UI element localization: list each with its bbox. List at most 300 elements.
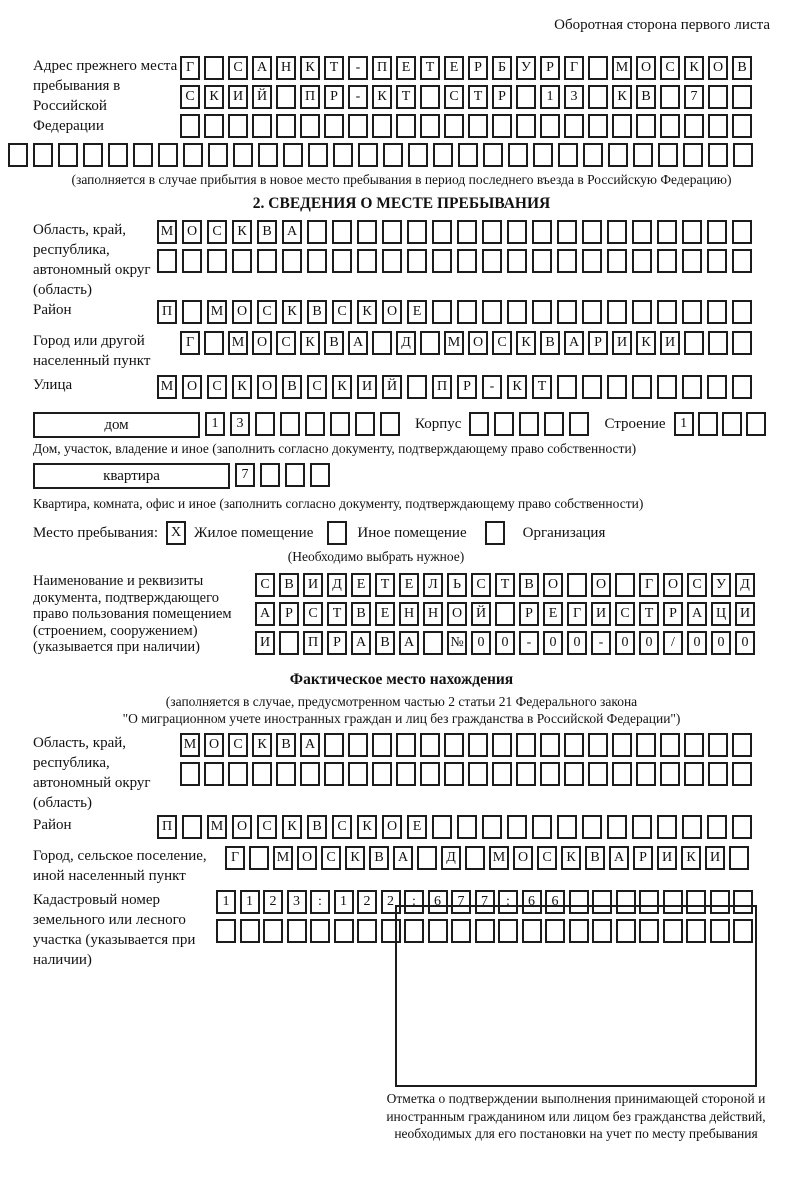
char-cell[interactable]: О bbox=[468, 331, 488, 355]
char-cell[interactable]: Т bbox=[324, 56, 344, 80]
char-cell[interactable]: Л bbox=[423, 573, 443, 597]
char-cell[interactable]: Е bbox=[399, 573, 419, 597]
checkbox-residential[interactable]: X bbox=[166, 521, 186, 545]
char-cell[interactable] bbox=[657, 815, 677, 839]
char-cell[interactable] bbox=[310, 919, 330, 943]
char-cell[interactable]: О bbox=[591, 573, 611, 597]
char-cell[interactable] bbox=[157, 249, 177, 273]
char-cell[interactable]: М bbox=[180, 733, 200, 757]
char-cell[interactable]: В bbox=[257, 220, 277, 244]
char-cell[interactable] bbox=[324, 733, 344, 757]
char-cell[interactable] bbox=[557, 300, 577, 324]
char-cell[interactable]: С bbox=[444, 85, 464, 109]
char-cell[interactable]: Б bbox=[492, 56, 512, 80]
char-cell[interactable]: Р bbox=[588, 331, 608, 355]
char-cell[interactable] bbox=[657, 249, 677, 273]
char-cell[interactable] bbox=[507, 815, 527, 839]
char-cell[interactable]: А bbox=[564, 331, 584, 355]
char-cell[interactable] bbox=[310, 463, 330, 487]
char-cell[interactable]: А bbox=[393, 846, 413, 870]
char-cell[interactable] bbox=[607, 249, 627, 273]
char-cell[interactable]: В bbox=[636, 85, 656, 109]
char-cell[interactable]: М bbox=[273, 846, 293, 870]
char-cell[interactable] bbox=[257, 249, 277, 273]
char-cell[interactable] bbox=[632, 249, 652, 273]
char-cell[interactable]: Е bbox=[444, 56, 464, 80]
char-cell[interactable] bbox=[432, 220, 452, 244]
grid-row-document-2[interactable] bbox=[255, 602, 759, 626]
char-cell[interactable]: Д bbox=[441, 846, 461, 870]
char-cell[interactable]: И bbox=[735, 602, 755, 626]
char-cell[interactable] bbox=[732, 220, 752, 244]
grid-row-prev-address-4[interactable] bbox=[8, 143, 770, 167]
char-cell[interactable] bbox=[636, 762, 656, 786]
char-cell[interactable]: 7 bbox=[451, 890, 471, 914]
char-cell[interactable] bbox=[608, 143, 628, 167]
char-cell[interactable] bbox=[507, 249, 527, 273]
char-cell[interactable]: С bbox=[332, 815, 352, 839]
char-cell[interactable]: Е bbox=[407, 815, 427, 839]
char-cell[interactable] bbox=[482, 249, 502, 273]
grid-row-prev-address-3[interactable] bbox=[180, 114, 756, 138]
char-cell[interactable] bbox=[732, 114, 752, 138]
char-cell[interactable] bbox=[557, 249, 577, 273]
char-cell[interactable]: Й bbox=[471, 602, 491, 626]
grid-row-fact-region-1[interactable] bbox=[180, 733, 756, 757]
char-cell[interactable] bbox=[633, 143, 653, 167]
char-cell[interactable]: И bbox=[612, 331, 632, 355]
char-cell[interactable] bbox=[468, 114, 488, 138]
char-cell[interactable] bbox=[357, 249, 377, 273]
char-cell[interactable] bbox=[582, 249, 602, 273]
char-cell[interactable] bbox=[607, 375, 627, 399]
char-cell[interactable] bbox=[332, 220, 352, 244]
char-cell[interactable]: М bbox=[157, 375, 177, 399]
char-cell[interactable]: О bbox=[232, 815, 252, 839]
char-cell[interactable] bbox=[532, 249, 552, 273]
char-cell[interactable] bbox=[492, 114, 512, 138]
char-cell[interactable] bbox=[508, 143, 528, 167]
char-cell[interactable]: С bbox=[303, 602, 323, 626]
grid-row-district[interactable] bbox=[157, 300, 757, 324]
char-cell[interactable]: Г bbox=[639, 573, 659, 597]
char-cell[interactable] bbox=[615, 573, 635, 597]
char-cell[interactable]: О bbox=[543, 573, 563, 597]
char-cell[interactable]: Д bbox=[396, 331, 416, 355]
char-cell[interactable] bbox=[660, 762, 680, 786]
char-cell[interactable]: Т bbox=[327, 602, 347, 626]
char-cell[interactable]: А bbox=[687, 602, 707, 626]
char-cell[interactable]: О bbox=[257, 375, 277, 399]
char-cell[interactable] bbox=[482, 815, 502, 839]
char-cell[interactable] bbox=[582, 375, 602, 399]
char-cell[interactable] bbox=[495, 602, 515, 626]
char-cell[interactable]: С bbox=[180, 85, 200, 109]
char-cell[interactable] bbox=[457, 300, 477, 324]
apartment-type-box[interactable]: квартира bbox=[33, 463, 230, 489]
char-cell[interactable]: К bbox=[282, 815, 302, 839]
char-cell[interactable]: И bbox=[357, 375, 377, 399]
char-cell[interactable]: К bbox=[372, 85, 392, 109]
char-cell[interactable] bbox=[588, 114, 608, 138]
char-cell[interactable] bbox=[457, 220, 477, 244]
char-cell[interactable]: : bbox=[498, 890, 518, 914]
char-cell[interactable] bbox=[683, 143, 703, 167]
char-cell[interactable] bbox=[300, 762, 320, 786]
char-cell[interactable]: К bbox=[232, 375, 252, 399]
char-cell[interactable] bbox=[507, 220, 527, 244]
char-cell[interactable]: М bbox=[444, 331, 464, 355]
char-cell[interactable]: П bbox=[300, 85, 320, 109]
char-cell[interactable]: Р bbox=[324, 85, 344, 109]
char-cell[interactable]: : bbox=[310, 890, 330, 914]
char-cell[interactable]: А bbox=[300, 733, 320, 757]
char-cell[interactable]: 0 bbox=[543, 631, 563, 655]
char-cell[interactable]: С bbox=[660, 56, 680, 80]
char-cell[interactable] bbox=[433, 143, 453, 167]
char-cell[interactable]: Т bbox=[495, 573, 515, 597]
char-cell[interactable] bbox=[708, 143, 728, 167]
char-cell[interactable] bbox=[255, 412, 275, 436]
char-cell[interactable] bbox=[83, 143, 103, 167]
char-cell[interactable]: У bbox=[516, 56, 536, 80]
char-cell[interactable]: М bbox=[228, 331, 248, 355]
char-cell[interactable] bbox=[372, 762, 392, 786]
char-cell[interactable] bbox=[396, 733, 416, 757]
char-cell[interactable] bbox=[382, 249, 402, 273]
char-cell[interactable] bbox=[494, 412, 514, 436]
char-cell[interactable]: К bbox=[636, 331, 656, 355]
char-cell[interactable]: В bbox=[369, 846, 389, 870]
char-cell[interactable] bbox=[300, 114, 320, 138]
char-cell[interactable] bbox=[133, 143, 153, 167]
char-cell[interactable] bbox=[396, 114, 416, 138]
char-cell[interactable]: Р bbox=[519, 602, 539, 626]
char-cell[interactable] bbox=[208, 143, 228, 167]
char-cell[interactable] bbox=[407, 249, 427, 273]
char-cell[interactable] bbox=[382, 220, 402, 244]
char-cell[interactable]: Н bbox=[276, 56, 296, 80]
char-cell[interactable] bbox=[707, 249, 727, 273]
char-cell[interactable]: К bbox=[681, 846, 701, 870]
char-cell[interactable]: Р bbox=[633, 846, 653, 870]
grid-row-korpus[interactable] bbox=[469, 412, 594, 436]
char-cell[interactable] bbox=[564, 733, 584, 757]
char-cell[interactable] bbox=[636, 733, 656, 757]
char-cell[interactable]: А bbox=[348, 331, 368, 355]
char-cell[interactable] bbox=[348, 114, 368, 138]
char-cell[interactable] bbox=[632, 220, 652, 244]
char-cell[interactable] bbox=[240, 919, 260, 943]
char-cell[interactable] bbox=[228, 762, 248, 786]
char-cell[interactable] bbox=[732, 249, 752, 273]
char-cell[interactable] bbox=[355, 412, 375, 436]
char-cell[interactable]: - bbox=[348, 85, 368, 109]
char-cell[interactable] bbox=[280, 412, 300, 436]
char-cell[interactable]: 6 bbox=[522, 890, 542, 914]
char-cell[interactable]: Г bbox=[225, 846, 245, 870]
char-cell[interactable]: М bbox=[207, 300, 227, 324]
char-cell[interactable]: Г bbox=[564, 56, 584, 80]
char-cell[interactable]: № bbox=[447, 631, 467, 655]
char-cell[interactable]: 6 bbox=[545, 890, 565, 914]
char-cell[interactable] bbox=[182, 815, 202, 839]
char-cell[interactable] bbox=[287, 919, 307, 943]
char-cell[interactable]: М bbox=[157, 220, 177, 244]
char-cell[interactable] bbox=[58, 143, 78, 167]
char-cell[interactable] bbox=[708, 85, 728, 109]
char-cell[interactable]: / bbox=[663, 631, 683, 655]
char-cell[interactable] bbox=[607, 815, 627, 839]
char-cell[interactable] bbox=[732, 815, 752, 839]
char-cell[interactable]: К bbox=[232, 220, 252, 244]
char-cell[interactable] bbox=[657, 300, 677, 324]
char-cell[interactable] bbox=[282, 249, 302, 273]
char-cell[interactable]: 1 bbox=[240, 890, 260, 914]
char-cell[interactable] bbox=[682, 375, 702, 399]
char-cell[interactable]: С bbox=[255, 573, 275, 597]
checkbox-organization[interactable] bbox=[485, 521, 505, 545]
char-cell[interactable]: В bbox=[540, 331, 560, 355]
char-cell[interactable] bbox=[285, 463, 305, 487]
char-cell[interactable]: П bbox=[303, 631, 323, 655]
char-cell[interactable] bbox=[588, 733, 608, 757]
char-cell[interactable] bbox=[252, 114, 272, 138]
char-cell[interactable] bbox=[8, 143, 28, 167]
char-cell[interactable] bbox=[607, 300, 627, 324]
char-cell[interactable]: С bbox=[332, 300, 352, 324]
char-cell[interactable] bbox=[733, 143, 753, 167]
char-cell[interactable] bbox=[708, 114, 728, 138]
grid-row-prev-address-1[interactable] bbox=[180, 56, 756, 80]
char-cell[interactable]: К bbox=[345, 846, 365, 870]
char-cell[interactable]: Р bbox=[327, 631, 347, 655]
char-cell[interactable] bbox=[732, 300, 752, 324]
char-cell[interactable] bbox=[707, 300, 727, 324]
char-cell[interactable] bbox=[204, 331, 224, 355]
char-cell[interactable]: О bbox=[382, 815, 402, 839]
char-cell[interactable] bbox=[258, 143, 278, 167]
char-cell[interactable]: В bbox=[585, 846, 605, 870]
char-cell[interactable]: 1 bbox=[205, 412, 225, 436]
char-cell[interactable] bbox=[532, 220, 552, 244]
char-cell[interactable] bbox=[252, 762, 272, 786]
char-cell[interactable]: И bbox=[255, 631, 275, 655]
char-cell[interactable] bbox=[532, 815, 552, 839]
char-cell[interactable]: А bbox=[255, 602, 275, 626]
char-cell[interactable] bbox=[707, 815, 727, 839]
char-cell[interactable]: И bbox=[591, 602, 611, 626]
char-cell[interactable]: Г bbox=[567, 602, 587, 626]
char-cell[interactable] bbox=[482, 300, 502, 324]
char-cell[interactable]: Р bbox=[540, 56, 560, 80]
char-cell[interactable] bbox=[607, 220, 627, 244]
char-cell[interactable] bbox=[417, 846, 437, 870]
char-cell[interactable] bbox=[276, 762, 296, 786]
char-cell[interactable] bbox=[228, 114, 248, 138]
char-cell[interactable] bbox=[532, 300, 552, 324]
char-cell[interactable] bbox=[588, 56, 608, 80]
char-cell[interactable]: Р bbox=[457, 375, 477, 399]
char-cell[interactable] bbox=[330, 412, 350, 436]
char-cell[interactable] bbox=[582, 220, 602, 244]
char-cell[interactable]: М bbox=[489, 846, 509, 870]
char-cell[interactable]: В bbox=[519, 573, 539, 597]
char-cell[interactable]: Е bbox=[351, 573, 371, 597]
char-cell[interactable] bbox=[540, 733, 560, 757]
char-cell[interactable] bbox=[519, 412, 539, 436]
char-cell[interactable] bbox=[569, 412, 589, 436]
grid-row-fact-region-2[interactable] bbox=[180, 762, 756, 786]
char-cell[interactable] bbox=[458, 143, 478, 167]
char-cell[interactable] bbox=[444, 762, 464, 786]
grid-row-document-1[interactable] bbox=[255, 573, 759, 597]
char-cell[interactable]: Г bbox=[180, 56, 200, 80]
char-cell[interactable]: С bbox=[257, 300, 277, 324]
char-cell[interactable]: К bbox=[561, 846, 581, 870]
char-cell[interactable] bbox=[357, 919, 377, 943]
char-cell[interactable] bbox=[557, 220, 577, 244]
grid-row-region-2[interactable] bbox=[157, 249, 757, 273]
char-cell[interactable]: К bbox=[204, 85, 224, 109]
char-cell[interactable]: 1 bbox=[216, 890, 236, 914]
char-cell[interactable]: 0 bbox=[687, 631, 707, 655]
char-cell[interactable]: Т bbox=[396, 85, 416, 109]
char-cell[interactable]: Т bbox=[468, 85, 488, 109]
char-cell[interactable] bbox=[358, 143, 378, 167]
char-cell[interactable] bbox=[183, 143, 203, 167]
char-cell[interactable]: Е bbox=[407, 300, 427, 324]
char-cell[interactable] bbox=[357, 220, 377, 244]
char-cell[interactable]: П bbox=[157, 300, 177, 324]
char-cell[interactable] bbox=[582, 300, 602, 324]
char-cell[interactable]: Д bbox=[327, 573, 347, 597]
char-cell[interactable]: 2 bbox=[381, 890, 401, 914]
char-cell[interactable]: И bbox=[660, 331, 680, 355]
char-cell[interactable]: И bbox=[705, 846, 725, 870]
char-cell[interactable]: И bbox=[228, 85, 248, 109]
char-cell[interactable] bbox=[632, 375, 652, 399]
char-cell[interactable] bbox=[276, 85, 296, 109]
char-cell[interactable] bbox=[432, 249, 452, 273]
char-cell[interactable] bbox=[582, 815, 602, 839]
char-cell[interactable] bbox=[420, 85, 440, 109]
char-cell[interactable] bbox=[564, 114, 584, 138]
char-cell[interactable]: Е bbox=[396, 56, 416, 80]
char-cell[interactable]: В bbox=[279, 573, 299, 597]
char-cell[interactable] bbox=[324, 114, 344, 138]
char-cell[interactable] bbox=[204, 56, 224, 80]
char-cell[interactable]: 3 bbox=[230, 412, 250, 436]
char-cell[interactable]: К bbox=[300, 331, 320, 355]
char-cell[interactable]: О bbox=[663, 573, 683, 597]
char-cell[interactable]: 0 bbox=[471, 631, 491, 655]
char-cell[interactable] bbox=[468, 762, 488, 786]
char-cell[interactable]: Й bbox=[252, 85, 272, 109]
char-cell[interactable]: О bbox=[382, 300, 402, 324]
char-cell[interactable]: 1 bbox=[540, 85, 560, 109]
char-cell[interactable]: А bbox=[282, 220, 302, 244]
char-cell[interactable] bbox=[612, 114, 632, 138]
char-cell[interactable] bbox=[283, 143, 303, 167]
char-cell[interactable]: 1 bbox=[674, 412, 694, 436]
grid-row-stroenie[interactable] bbox=[674, 412, 770, 436]
char-cell[interactable]: Й bbox=[382, 375, 402, 399]
char-cell[interactable] bbox=[260, 463, 280, 487]
char-cell[interactable] bbox=[407, 220, 427, 244]
char-cell[interactable] bbox=[204, 762, 224, 786]
char-cell[interactable]: И bbox=[657, 846, 677, 870]
char-cell[interactable]: Г bbox=[180, 331, 200, 355]
char-cell[interactable] bbox=[407, 375, 427, 399]
char-cell[interactable] bbox=[396, 762, 416, 786]
char-cell[interactable] bbox=[276, 114, 296, 138]
char-cell[interactable]: Р bbox=[663, 602, 683, 626]
char-cell[interactable]: С bbox=[257, 815, 277, 839]
char-cell[interactable] bbox=[457, 815, 477, 839]
char-cell[interactable]: Т bbox=[375, 573, 395, 597]
char-cell[interactable] bbox=[348, 762, 368, 786]
char-cell[interactable] bbox=[182, 300, 202, 324]
char-cell[interactable] bbox=[660, 114, 680, 138]
char-cell[interactable]: 2 bbox=[357, 890, 377, 914]
char-cell[interactable]: Т bbox=[639, 602, 659, 626]
char-cell[interactable] bbox=[307, 249, 327, 273]
char-cell[interactable]: К bbox=[612, 85, 632, 109]
char-cell[interactable]: С bbox=[228, 733, 248, 757]
char-cell[interactable] bbox=[658, 143, 678, 167]
char-cell[interactable]: С bbox=[276, 331, 296, 355]
char-cell[interactable] bbox=[540, 762, 560, 786]
char-cell[interactable] bbox=[557, 375, 577, 399]
char-cell[interactable] bbox=[423, 631, 443, 655]
char-cell[interactable]: В bbox=[732, 56, 752, 80]
char-cell[interactable]: С bbox=[207, 375, 227, 399]
char-cell[interactable]: К bbox=[357, 815, 377, 839]
char-cell[interactable] bbox=[533, 143, 553, 167]
char-cell[interactable] bbox=[263, 919, 283, 943]
char-cell[interactable] bbox=[516, 85, 536, 109]
char-cell[interactable] bbox=[420, 762, 440, 786]
char-cell[interactable]: 0 bbox=[567, 631, 587, 655]
char-cell[interactable] bbox=[492, 733, 512, 757]
char-cell[interactable] bbox=[682, 249, 702, 273]
grid-row-region-1[interactable] bbox=[157, 220, 757, 244]
char-cell[interactable]: М bbox=[207, 815, 227, 839]
char-cell[interactable]: 0 bbox=[615, 631, 635, 655]
char-cell[interactable] bbox=[583, 143, 603, 167]
char-cell[interactable] bbox=[684, 114, 704, 138]
char-cell[interactable] bbox=[632, 300, 652, 324]
char-cell[interactable] bbox=[732, 375, 752, 399]
char-cell[interactable] bbox=[707, 375, 727, 399]
char-cell[interactable] bbox=[444, 114, 464, 138]
char-cell[interactable]: О bbox=[252, 331, 272, 355]
char-cell[interactable]: 3 bbox=[287, 890, 307, 914]
grid-row-fact-city[interactable] bbox=[225, 846, 753, 870]
char-cell[interactable]: П bbox=[372, 56, 392, 80]
char-cell[interactable]: В bbox=[351, 602, 371, 626]
char-cell[interactable] bbox=[469, 412, 489, 436]
char-cell[interactable] bbox=[612, 762, 632, 786]
char-cell[interactable]: Ь bbox=[447, 573, 467, 597]
char-cell[interactable] bbox=[249, 846, 269, 870]
char-cell[interactable] bbox=[732, 733, 752, 757]
char-cell[interactable] bbox=[483, 143, 503, 167]
char-cell[interactable]: К bbox=[300, 56, 320, 80]
char-cell[interactable]: - bbox=[482, 375, 502, 399]
char-cell[interactable] bbox=[332, 249, 352, 273]
